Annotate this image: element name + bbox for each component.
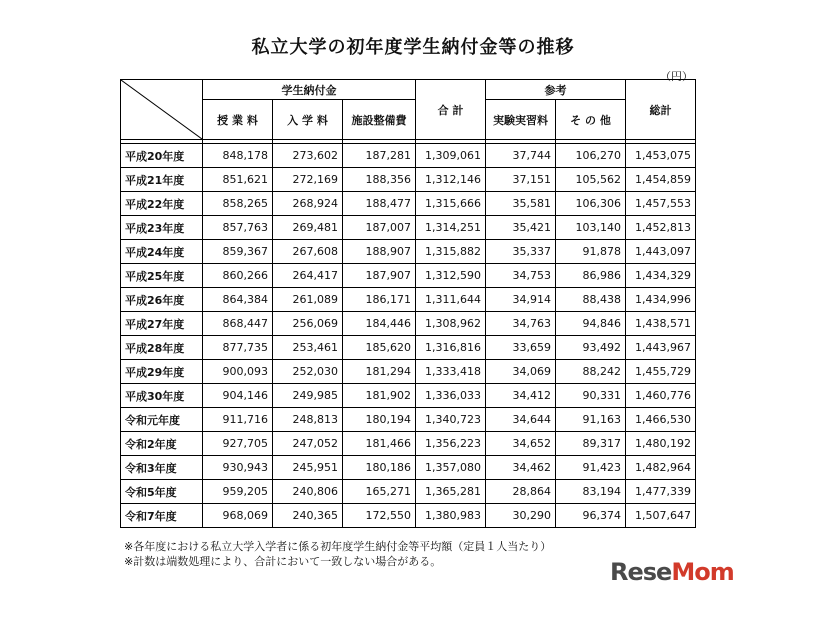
cell-subtotal: 1,365,281 (416, 480, 486, 504)
cell-lab: 37,744 (486, 144, 556, 168)
cell-other: 86,986 (556, 264, 626, 288)
cell-facility: 185,620 (343, 336, 416, 360)
header-group-fees: 学生納付金 (203, 80, 416, 100)
cell-subtotal: 1,340,723 (416, 408, 486, 432)
cell-other: 94,846 (556, 312, 626, 336)
cell-facility: 181,466 (343, 432, 416, 456)
cell-other: 105,562 (556, 168, 626, 192)
cell-admission: 240,806 (273, 480, 343, 504)
row-year: 平成29年度 (121, 360, 203, 384)
cell-tuition: 904,146 (203, 384, 273, 408)
cell-tuition: 900,093 (203, 360, 273, 384)
cell-facility: 187,907 (343, 264, 416, 288)
table-row (121, 384, 696, 408)
cell-other: 88,242 (556, 360, 626, 384)
cell-admission: 245,951 (273, 456, 343, 480)
cell-admission: 247,052 (273, 432, 343, 456)
cell-tuition: 930,943 (203, 456, 273, 480)
cell-total: 1,443,097 (626, 240, 696, 264)
cell-lab: 34,763 (486, 312, 556, 336)
cell-other: 91,423 (556, 456, 626, 480)
row-year: 令和2年度 (121, 432, 203, 456)
cell-total: 1,438,571 (626, 312, 696, 336)
cell-facility: 188,907 (343, 240, 416, 264)
cell-tuition: 864,384 (203, 288, 273, 312)
cell-total: 1,443,967 (626, 336, 696, 360)
cell-facility: 181,902 (343, 384, 416, 408)
cell-facility: 188,356 (343, 168, 416, 192)
cell-tuition: 859,367 (203, 240, 273, 264)
cell-tuition: 959,205 (203, 480, 273, 504)
cell-lab: 34,652 (486, 432, 556, 456)
row-year: 平成25年度 (121, 264, 203, 288)
row-year: 平成21年度 (121, 168, 203, 192)
cell-other: 91,163 (556, 408, 626, 432)
row-year: 平成30年度 (121, 384, 203, 408)
table-row (121, 432, 696, 456)
header-tuition: 授 業 料 (203, 100, 273, 140)
cell-lab: 35,421 (486, 216, 556, 240)
cell-tuition: 877,735 (203, 336, 273, 360)
cell-subtotal: 1,333,418 (416, 360, 486, 384)
cell-tuition: 851,621 (203, 168, 273, 192)
cell-lab: 34,462 (486, 456, 556, 480)
note-2: ※計数は端数処理により、合計において一致しない場合がある。 (124, 555, 442, 568)
cell-total: 1,434,329 (626, 264, 696, 288)
cell-other: 89,317 (556, 432, 626, 456)
cell-total: 1,453,075 (626, 144, 696, 168)
cell-admission: 272,169 (273, 168, 343, 192)
cell-subtotal: 1,309,061 (416, 144, 486, 168)
logo-part-1: Rese (610, 558, 672, 586)
cell-admission: 269,481 (273, 216, 343, 240)
cell-subtotal: 1,336,033 (416, 384, 486, 408)
header-group-reference: 参考 (486, 80, 626, 100)
cell-other: 91,878 (556, 240, 626, 264)
cell-facility: 184,446 (343, 312, 416, 336)
cell-subtotal: 1,380,983 (416, 504, 486, 528)
page-title: 私立大学の初年度学生納付金等の推移 (251, 37, 575, 58)
cell-facility: 180,186 (343, 456, 416, 480)
cell-lab: 37,151 (486, 168, 556, 192)
cell-lab: 34,069 (486, 360, 556, 384)
table-row (121, 216, 696, 240)
row-year: 平成22年度 (121, 192, 203, 216)
cell-admission: 240,365 (273, 504, 343, 528)
cell-other: 88,438 (556, 288, 626, 312)
cell-subtotal: 1,312,146 (416, 168, 486, 192)
cell-facility: 187,007 (343, 216, 416, 240)
cell-total: 1,480,192 (626, 432, 696, 456)
diagonal-line (121, 80, 202, 139)
unit-label: （円） (660, 70, 693, 83)
cell-tuition: 868,447 (203, 312, 273, 336)
row-year: 平成28年度 (121, 336, 203, 360)
cell-tuition: 857,763 (203, 216, 273, 240)
table-row (121, 456, 696, 480)
row-year: 令和3年度 (121, 456, 203, 480)
cell-other: 90,331 (556, 384, 626, 408)
cell-facility: 188,477 (343, 192, 416, 216)
cell-tuition: 858,265 (203, 192, 273, 216)
header-facility: 施設整備費 (343, 100, 416, 140)
fees-table (120, 79, 696, 528)
cell-subtotal: 1,308,962 (416, 312, 486, 336)
row-year: 令和元年度 (121, 408, 203, 432)
cell-subtotal: 1,357,080 (416, 456, 486, 480)
cell-lab: 30,290 (486, 504, 556, 528)
table-row (121, 192, 696, 216)
cell-facility: 172,550 (343, 504, 416, 528)
cell-subtotal: 1,356,223 (416, 432, 486, 456)
table-row (121, 288, 696, 312)
cell-subtotal: 1,315,666 (416, 192, 486, 216)
cell-lab: 33,659 (486, 336, 556, 360)
cell-facility: 165,271 (343, 480, 416, 504)
cell-lab: 28,864 (486, 480, 556, 504)
cell-facility: 187,281 (343, 144, 416, 168)
cell-admission: 264,417 (273, 264, 343, 288)
cell-facility: 180,194 (343, 408, 416, 432)
cell-other: 106,270 (556, 144, 626, 168)
cell-total: 1,454,859 (626, 168, 696, 192)
header-subtotal: 合 計 (416, 80, 486, 140)
cell-tuition: 848,178 (203, 144, 273, 168)
header-other: そ の 他 (556, 100, 626, 140)
table-row (121, 264, 696, 288)
cell-admission: 248,813 (273, 408, 343, 432)
cell-lab: 34,914 (486, 288, 556, 312)
cell-other: 103,140 (556, 216, 626, 240)
cell-total: 1,466,530 (626, 408, 696, 432)
cell-total: 1,507,647 (626, 504, 696, 528)
cell-other: 96,374 (556, 504, 626, 528)
row-year: 平成23年度 (121, 216, 203, 240)
row-year: 平成20年度 (121, 144, 203, 168)
cell-facility: 186,171 (343, 288, 416, 312)
cell-other: 93,492 (556, 336, 626, 360)
cell-total: 1,434,996 (626, 288, 696, 312)
table-row (121, 240, 696, 264)
table-row (121, 168, 696, 192)
cell-other: 83,194 (556, 480, 626, 504)
table-row (121, 480, 696, 504)
table-row (121, 504, 696, 528)
cell-lab: 34,644 (486, 408, 556, 432)
notes (124, 539, 551, 569)
cell-subtotal: 1,316,816 (416, 336, 486, 360)
header-admission: 入 学 料 (273, 100, 343, 140)
cell-lab: 34,753 (486, 264, 556, 288)
cell-subtotal: 1,315,882 (416, 240, 486, 264)
cell-subtotal: 1,311,644 (416, 288, 486, 312)
header-lab: 実験実習料 (486, 100, 556, 140)
row-year: 令和5年度 (121, 480, 203, 504)
row-year: 平成24年度 (121, 240, 203, 264)
table-body (121, 144, 696, 528)
cell-total: 1,455,729 (626, 360, 696, 384)
cell-subtotal: 1,314,251 (416, 216, 486, 240)
table-row (121, 408, 696, 432)
resemom-logo (610, 558, 734, 586)
cell-admission: 253,461 (273, 336, 343, 360)
cell-admission: 267,608 (273, 240, 343, 264)
cell-lab: 34,412 (486, 384, 556, 408)
row-year: 令和7年度 (121, 504, 203, 528)
table-row (121, 312, 696, 336)
logo-part-2: Mom (671, 558, 734, 586)
cell-tuition: 927,705 (203, 432, 273, 456)
note-1: ※各年度における私立大学入学者に係る初年度学生納付金等平均額（定員１人当たり） (124, 540, 552, 553)
cell-total: 1,460,776 (626, 384, 696, 408)
cell-other: 106,306 (556, 192, 626, 216)
cell-facility: 181,294 (343, 360, 416, 384)
table-row (121, 144, 696, 168)
cell-tuition: 911,716 (203, 408, 273, 432)
cell-subtotal: 1,312,590 (416, 264, 486, 288)
row-year: 平成26年度 (121, 288, 203, 312)
row-year: 平成27年度 (121, 312, 203, 336)
cell-admission: 256,069 (273, 312, 343, 336)
table-row (121, 336, 696, 360)
cell-total: 1,457,553 (626, 192, 696, 216)
corner-cell (121, 80, 203, 140)
cell-admission: 261,089 (273, 288, 343, 312)
cell-tuition: 968,069 (203, 504, 273, 528)
cell-admission: 273,602 (273, 144, 343, 168)
cell-total: 1,482,964 (626, 456, 696, 480)
cell-admission: 268,924 (273, 192, 343, 216)
cell-total: 1,477,339 (626, 480, 696, 504)
cell-tuition: 860,266 (203, 264, 273, 288)
cell-total: 1,452,813 (626, 216, 696, 240)
cell-lab: 35,337 (486, 240, 556, 264)
cell-admission: 249,985 (273, 384, 343, 408)
cell-lab: 35,581 (486, 192, 556, 216)
table-row (121, 360, 696, 384)
cell-admission: 252,030 (273, 360, 343, 384)
header-total: 総計 (626, 80, 696, 140)
